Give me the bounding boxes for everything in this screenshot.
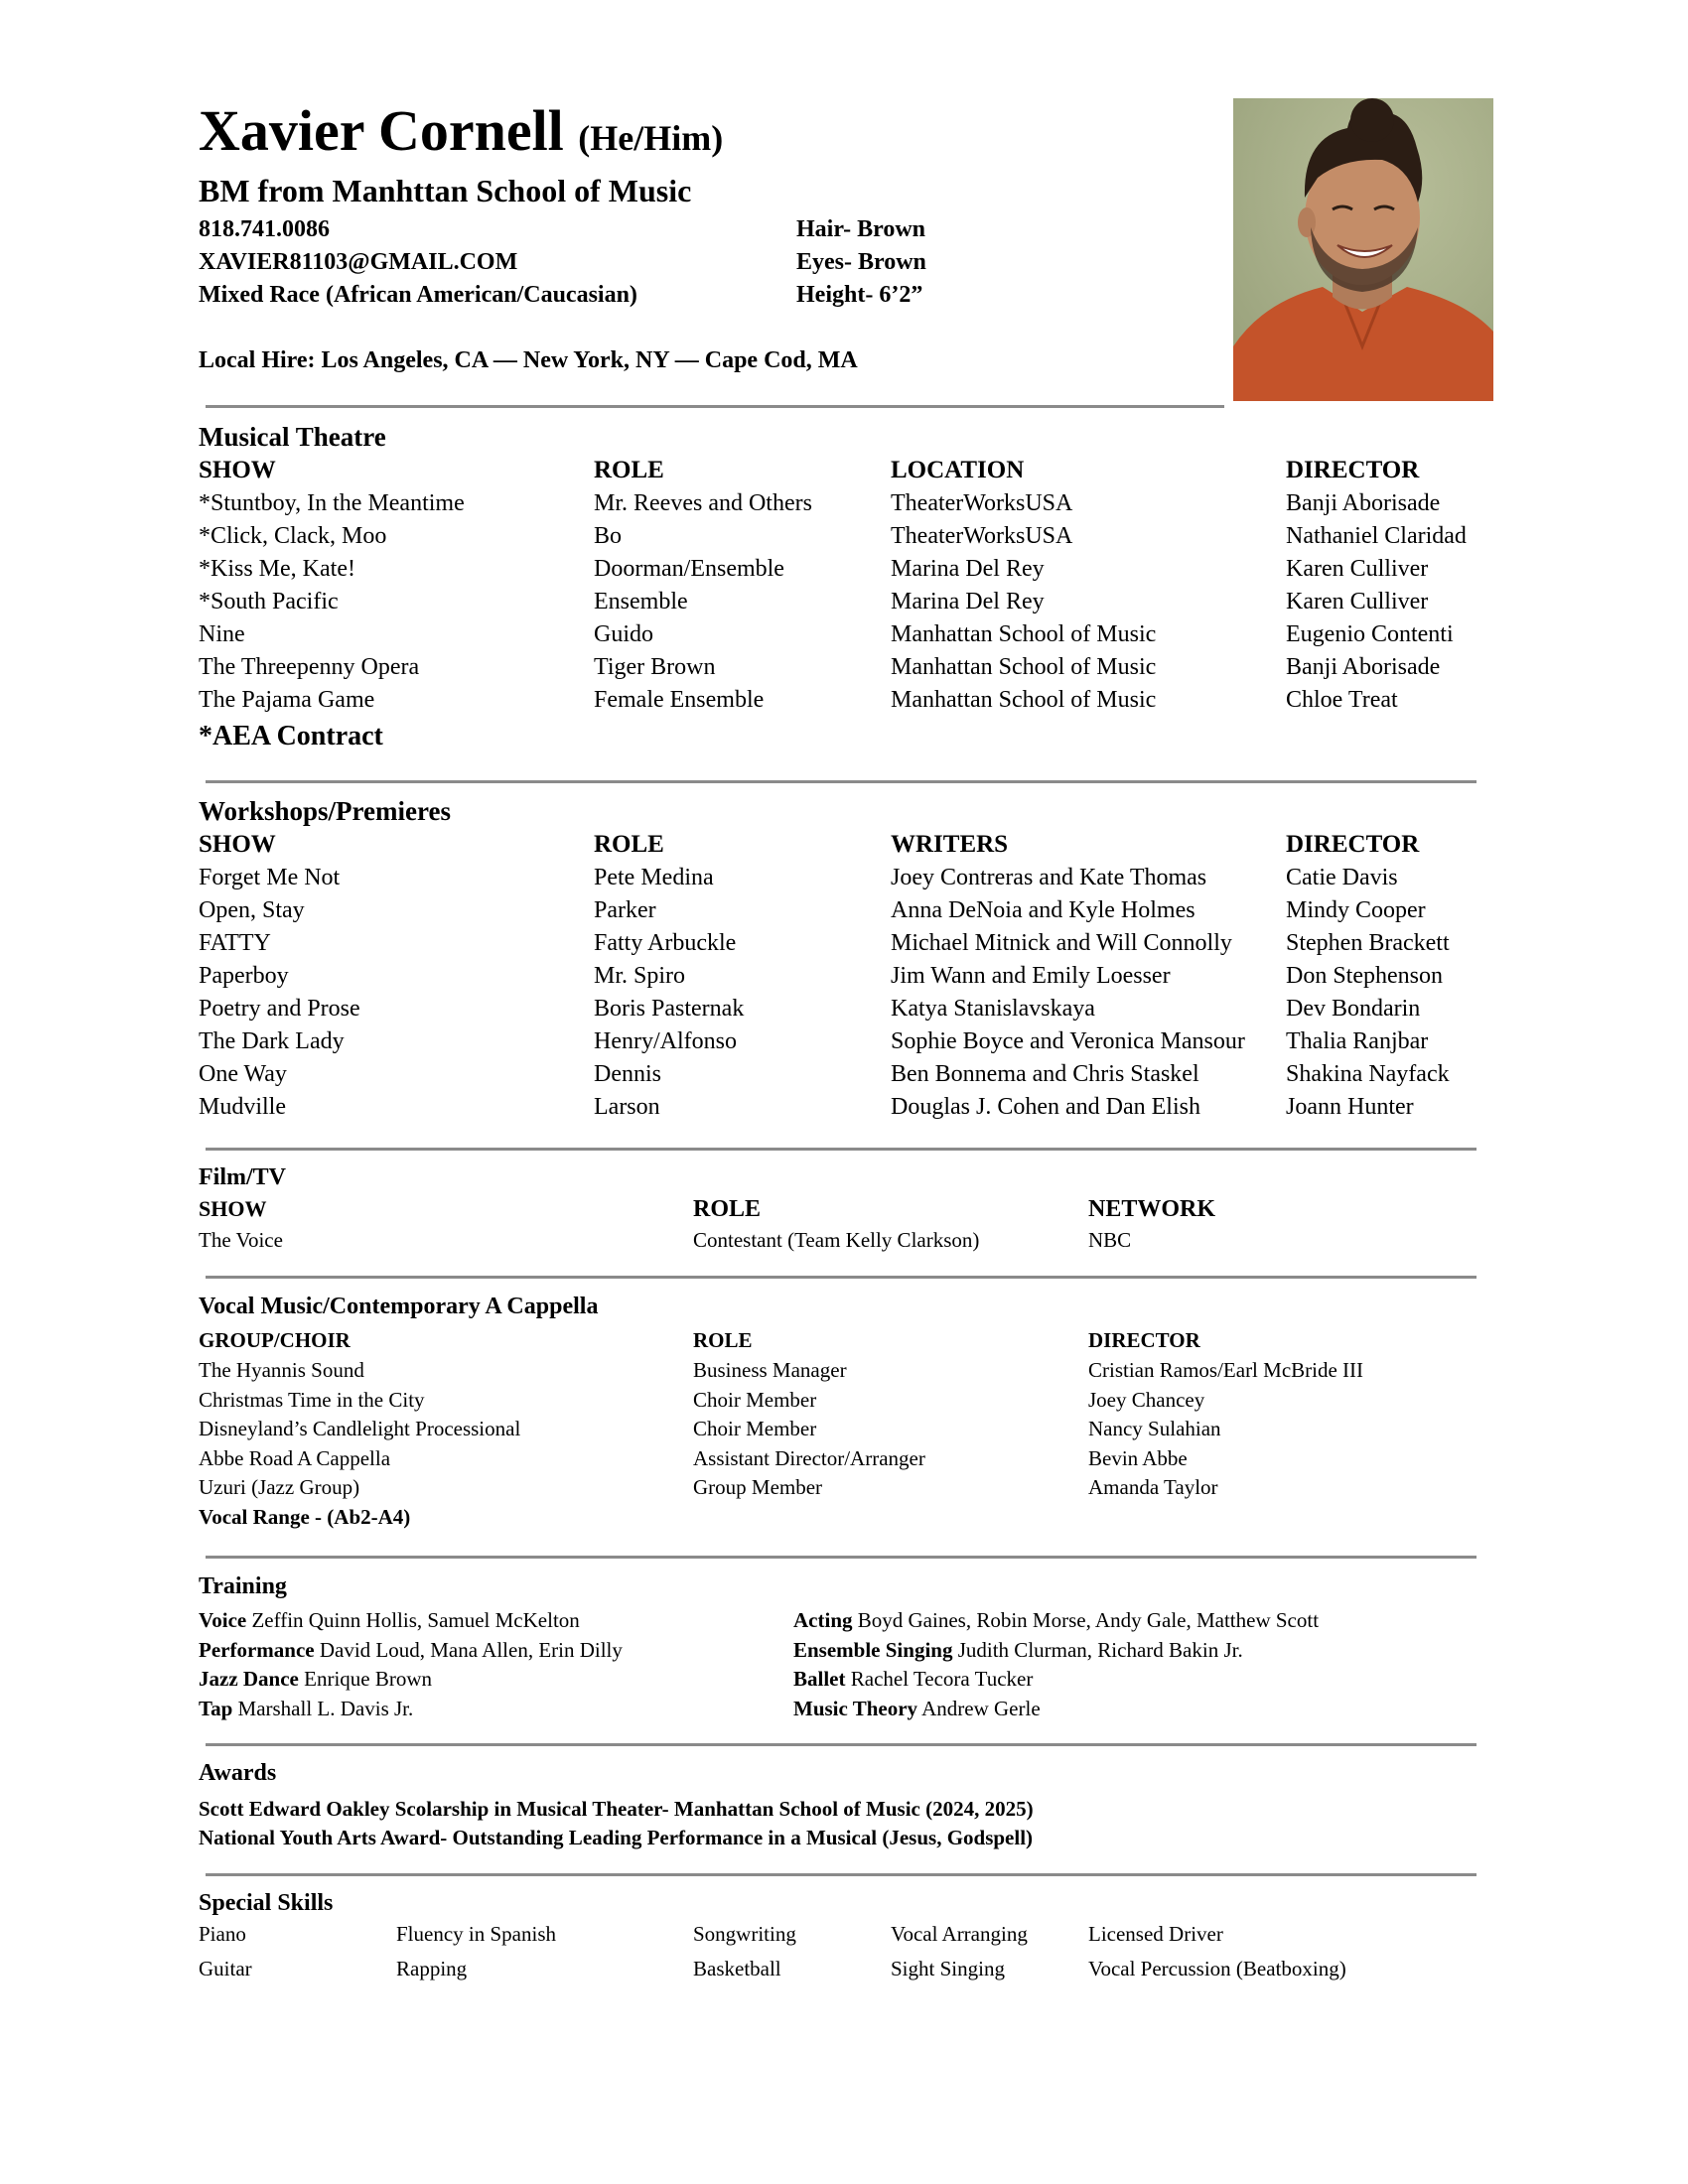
skill-item: Licensed Driver [1088, 1922, 1223, 1946]
ws-director: Catie Davis [1286, 865, 1398, 890]
section-title-workshops: Workshops/Premieres [199, 796, 451, 826]
mt-role: Ensemble [594, 589, 688, 614]
film-header-show: SHOW [199, 1196, 267, 1221]
vocal-group: Disneyland’s Candlelight Processional [199, 1417, 521, 1440]
training-teachers: Marshall L. Davis Jr. [237, 1697, 414, 1720]
table-row [0, 996, 1688, 1028]
vocal-range: Vocal Range - (Ab2-A4) [199, 1505, 411, 1529]
section-title-training: Training [199, 1573, 287, 1599]
ws-role: Mr. Spiro [594, 963, 686, 989]
vocal-header-director: DIRECTOR [1088, 1328, 1200, 1352]
table-row [0, 1061, 1688, 1094]
table-row [0, 930, 1688, 963]
training-label: Voice [199, 1608, 247, 1632]
section-title-skills: Special Skills [199, 1890, 334, 1916]
award-item: Scott Edward Oakley Scolarship in Musical Theater- Manhattan School of Music (2024, 2025) [199, 1797, 1034, 1821]
mt-role: Female Ensemble [594, 687, 765, 713]
vocal-group: Uzuri (Jazz Group) [199, 1475, 360, 1499]
training-item [793, 1667, 1033, 1692]
training-item [793, 1608, 1319, 1633]
ws-role: Henry/Alfonso [594, 1028, 737, 1054]
table-row [0, 963, 1688, 996]
skill-item: Guitar [199, 1957, 252, 1980]
mt-show: *Stuntboy, In the Meantime [199, 490, 465, 516]
ws-show: FATTY [199, 930, 271, 956]
ws-director: Shakina Nayfack [1286, 1061, 1450, 1087]
email: XAVIER81103@GMAIL.COM [199, 249, 518, 275]
ws-show: Forget Me Not [199, 865, 341, 890]
ws-show: Open, Stay [199, 897, 305, 923]
film-role: Contestant (Team Kelly Clarkson) [693, 1228, 980, 1252]
mt-location: TheaterWorksUSA [891, 490, 1073, 516]
resume-name-line [199, 97, 723, 164]
mt-location: TheaterWorksUSA [891, 523, 1073, 549]
mt-show: Nine [199, 621, 245, 647]
training-label: Ballet [793, 1667, 846, 1691]
skills-row [0, 1922, 1688, 1955]
divider [206, 780, 1477, 783]
ws-director: Joann Hunter [1286, 1094, 1414, 1120]
skill-item: Fluency in Spanish [396, 1922, 556, 1946]
vocal-role: Group Member [693, 1475, 823, 1499]
section-title-musical-theatre: Musical Theatre [199, 422, 386, 452]
mt-director: Karen Culliver [1286, 589, 1429, 614]
vocal-role: Assistant Director/Arranger [693, 1446, 925, 1470]
mt-location: Manhattan School of Music [891, 687, 1157, 713]
ws-writers: Michael Mitnick and Will Connolly [891, 930, 1232, 956]
film-header-network: NETWORK [1088, 1196, 1216, 1222]
table-row [0, 589, 1688, 621]
training-label: Performance [199, 1638, 315, 1662]
eyes: Eyes- Brown [796, 249, 926, 275]
mt-show: The Pajama Game [199, 687, 375, 713]
training-label: Acting [793, 1608, 853, 1632]
vocal-role: Choir Member [693, 1417, 817, 1440]
mt-header-row [0, 457, 1688, 489]
aea-contract-note: *AEA Contract [199, 721, 383, 751]
vocal-director: Joey Chancey [1088, 1388, 1205, 1412]
mt-role: Doorman/Ensemble [594, 556, 784, 582]
section-title-awards: Awards [199, 1760, 277, 1786]
mt-role: Guido [594, 621, 653, 647]
divider [206, 1743, 1477, 1746]
mt-location: Marina Del Rey [891, 556, 1045, 582]
divider [206, 1873, 1477, 1876]
training-teachers: Boyd Gaines, Robin Morse, Andy Gale, Matthew Scott [857, 1608, 1320, 1632]
ws-director: Mindy Cooper [1286, 897, 1426, 923]
training-item [199, 1667, 432, 1692]
mt-show: *Kiss Me, Kate! [199, 556, 355, 582]
training-teachers: Enrique Brown [304, 1667, 433, 1691]
mt-location: Manhattan School of Music [891, 654, 1157, 680]
ws-writers: Douglas J. Cohen and Dan Elish [891, 1094, 1200, 1120]
mt-director: Banji Aborisade [1286, 490, 1441, 516]
vocal-director: Nancy Sulahian [1088, 1417, 1221, 1440]
training-item [199, 1608, 580, 1633]
skills-row [0, 1957, 1688, 1989]
film-show: The Voice [199, 1228, 283, 1252]
divider [206, 1276, 1477, 1279]
training-teachers: David Loud, Mana Allen, Erin Dilly [319, 1638, 623, 1662]
table-row [0, 865, 1688, 897]
skill-item: Sight Singing [891, 1957, 1005, 1980]
phone: 818.741.0086 [199, 216, 330, 242]
table-row [0, 490, 1688, 523]
award-item: National Youth Arts Award- Outstanding Leading Performance in a Musical (Jesus, Godspell) [199, 1826, 1034, 1849]
section-title-film-tv: Film/TV [199, 1164, 286, 1190]
training-label: Ensemble Singing [793, 1638, 953, 1662]
table-row [0, 897, 1688, 930]
ws-show: The Dark Lady [199, 1028, 345, 1054]
ws-role: Fatty Arbuckle [594, 930, 737, 956]
training-teachers: Rachel Tecora Tucker [850, 1667, 1034, 1691]
ws-director: Thalia Ranjbar [1286, 1028, 1429, 1054]
ws-role: Dennis [594, 1061, 661, 1087]
vocal-header-row [0, 1328, 1688, 1361]
height: Height- 6’2” [796, 282, 923, 308]
mt-header-role: ROLE [594, 457, 664, 483]
ws-writers: Anna DeNoia and Kyle Holmes [891, 897, 1196, 923]
skill-item: Basketball [693, 1957, 781, 1980]
local-hire: Local Hire: Los Angeles, CA — New York, NY — Cape Cod, MA [199, 347, 858, 373]
table-row [0, 1417, 1688, 1449]
ws-show: One Way [199, 1061, 287, 1087]
mt-show: *Click, Clack, Moo [199, 523, 387, 549]
ethnicity: Mixed Race (African American/Caucasian) [199, 282, 637, 308]
training-teachers: Andrew Gerle [921, 1697, 1041, 1720]
pronouns: (He/Him) [578, 118, 724, 158]
film-header-role: ROLE [693, 1196, 762, 1222]
training-item [793, 1638, 1243, 1663]
divider [206, 1148, 1477, 1151]
table-row [0, 654, 1688, 687]
mt-director: Chloe Treat [1286, 687, 1398, 713]
film-network: NBC [1088, 1228, 1132, 1252]
mt-location: Manhattan School of Music [891, 621, 1157, 647]
table-row [0, 523, 1688, 556]
vocal-director: Bevin Abbe [1088, 1446, 1188, 1470]
film-header-row [0, 1196, 1688, 1229]
degree: BM from Manhttan School of Music [199, 173, 692, 208]
vocal-role: Choir Member [693, 1388, 817, 1412]
table-row [0, 1358, 1688, 1391]
training-teachers: Judith Clurman, Richard Bakin Jr. [957, 1638, 1243, 1662]
mt-show: The Threepenny Opera [199, 654, 420, 680]
table-row [0, 1094, 1688, 1127]
table-row [0, 621, 1688, 654]
hair: Hair- Brown [796, 216, 925, 242]
mt-role: Tiger Brown [594, 654, 716, 680]
vocal-director: Cristian Ramos/Earl McBride III [1088, 1358, 1364, 1382]
mt-location: Marina Del Rey [891, 589, 1045, 614]
ws-director: Don Stephenson [1286, 963, 1443, 989]
mt-role: Mr. Reeves and Others [594, 490, 812, 516]
ws-header-director: DIRECTOR [1286, 831, 1420, 858]
ws-writers: Ben Bonnema and Chris Staskel [891, 1061, 1199, 1087]
skill-item: Vocal Arranging [891, 1922, 1028, 1946]
training-label: Tap [199, 1697, 233, 1720]
ws-director: Dev Bondarin [1286, 996, 1421, 1022]
ws-writers: Joey Contreras and Kate Thomas [891, 865, 1207, 890]
skill-item: Rapping [396, 1957, 468, 1980]
ws-header-role: ROLE [594, 831, 664, 858]
ws-header-row [0, 831, 1688, 864]
training-label: Music Theory [793, 1697, 918, 1720]
section-title-vocal: Vocal Music/Contemporary A Cappella [199, 1294, 599, 1319]
ws-writers: Katya Stanislavskaya [891, 996, 1095, 1022]
ws-role: Larson [594, 1094, 660, 1120]
skill-item: Vocal Percussion (Beatboxing) [1088, 1957, 1346, 1980]
actor-name: Xavier Cornell [199, 98, 564, 163]
table-row [0, 556, 1688, 589]
vocal-group: The Hyannis Sound [199, 1358, 364, 1382]
mt-director: Eugenio Contenti [1286, 621, 1454, 647]
mt-director: Banji Aborisade [1286, 654, 1441, 680]
ws-show: Mudville [199, 1094, 286, 1120]
vocal-director: Amanda Taylor [1088, 1475, 1218, 1499]
skill-item: Songwriting [693, 1922, 796, 1946]
training-item [199, 1697, 413, 1721]
ws-role: Boris Pasternak [594, 996, 745, 1022]
ws-writers: Sophie Boyce and Veronica Mansour [891, 1028, 1245, 1054]
table-row [0, 1028, 1688, 1061]
mt-role: Bo [594, 523, 623, 549]
vocal-header-group: GROUP/CHOIR [199, 1328, 351, 1352]
mt-director: Karen Culliver [1286, 556, 1429, 582]
training-teachers: Zeffin Quinn Hollis, Samuel McKelton [251, 1608, 580, 1632]
table-row [0, 1228, 1688, 1261]
divider [206, 1556, 1477, 1559]
ws-writers: Jim Wann and Emily Loesser [891, 963, 1171, 989]
training-label: Jazz Dance [199, 1667, 299, 1691]
skill-item: Piano [199, 1922, 246, 1946]
ws-show: Poetry and Prose [199, 996, 360, 1022]
vocal-header-role: ROLE [693, 1328, 753, 1352]
headshot-icon [1233, 98, 1493, 401]
vocal-role: Business Manager [693, 1358, 847, 1382]
mt-header-show: SHOW [199, 457, 276, 483]
mt-header-location: LOCATION [891, 457, 1025, 483]
table-row [0, 687, 1688, 720]
vocal-group: Christmas Time in the City [199, 1388, 425, 1412]
table-row [0, 1475, 1688, 1508]
mt-header-director: DIRECTOR [1286, 457, 1420, 483]
ws-role: Pete Medina [594, 865, 714, 890]
ws-role: Parker [594, 897, 656, 923]
ws-show: Paperboy [199, 963, 289, 989]
ws-header-show: SHOW [199, 831, 276, 858]
training-item [199, 1638, 623, 1663]
ws-header-writers: WRITERS [891, 831, 1009, 858]
mt-show: *South Pacific [199, 589, 339, 614]
mt-director: Nathaniel Claridad [1286, 523, 1467, 549]
ws-director: Stephen Brackett [1286, 930, 1450, 956]
vocal-group: Abbe Road A Cappella [199, 1446, 391, 1470]
header-divider [206, 405, 1224, 408]
training-item [793, 1697, 1041, 1721]
headshot-photo [1233, 98, 1493, 401]
